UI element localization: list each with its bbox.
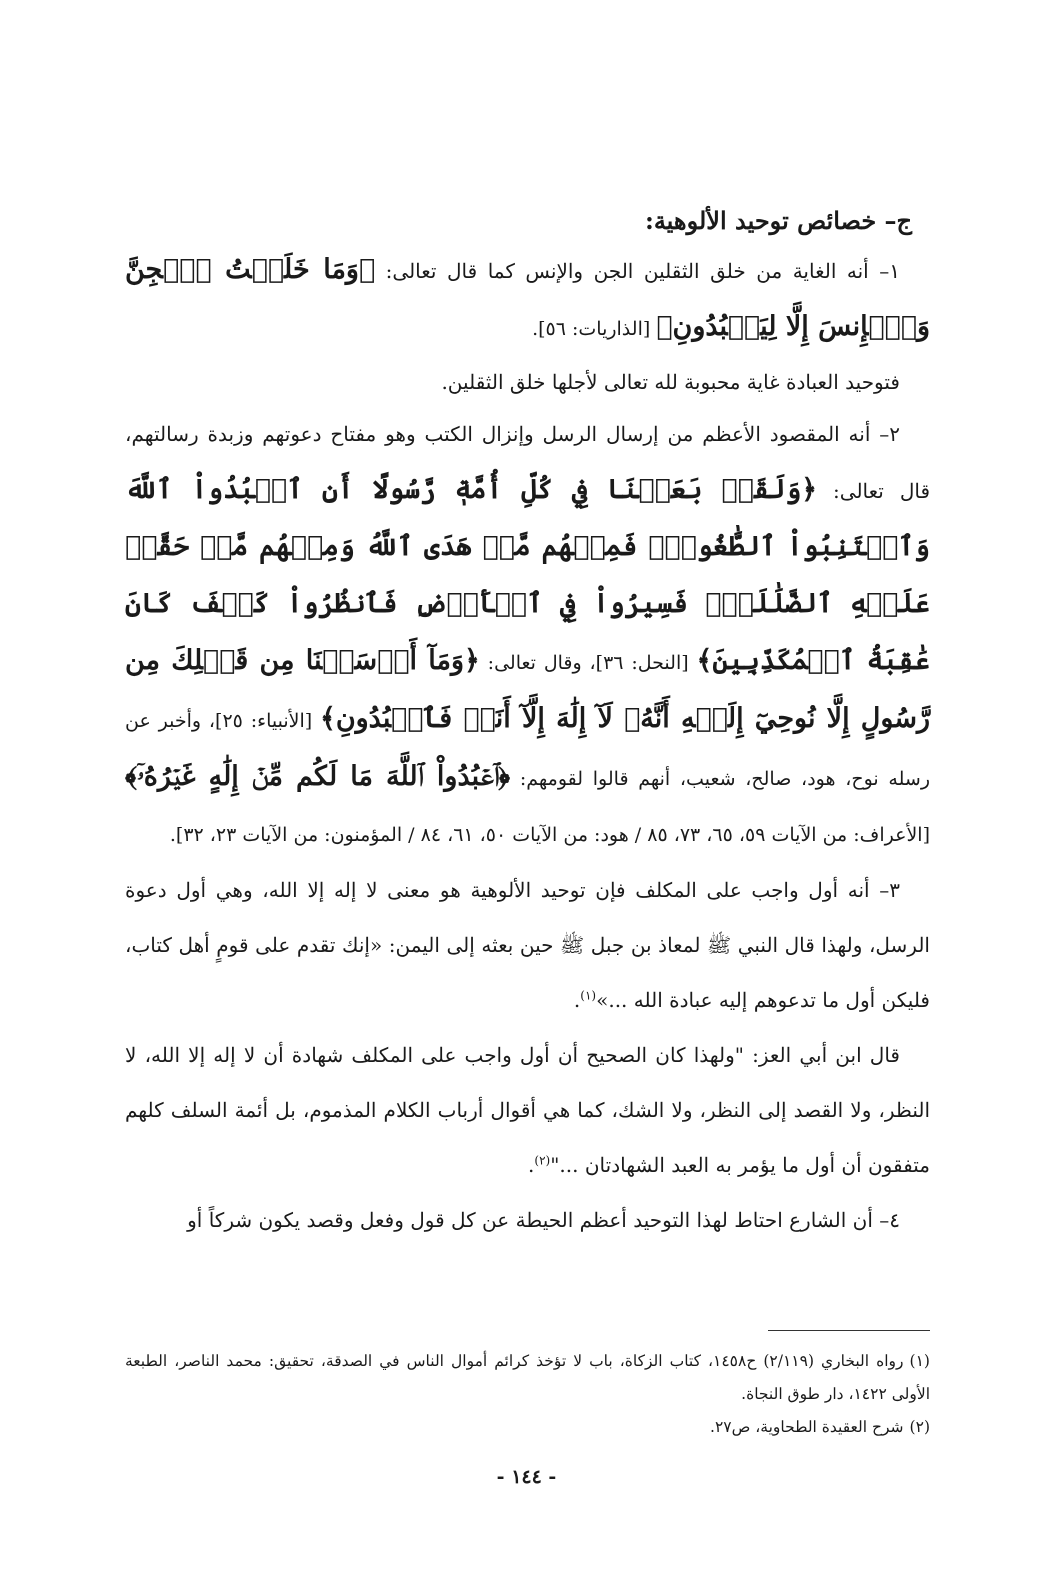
- footnote-number: (٢): [909, 1418, 930, 1436]
- quran-verse-1: ﴿وَمَا خَلَقۡتُ ٱلۡجِنَّ وَٱلۡإِنسَ إِلَّا لِيَعۡبُدُونِ﴾: [125, 254, 930, 342]
- paragraph-3-text: ٢– أنه المقصود الأعظم من إرسال الرسل وإنزال الكتب وهو مفتاح دعوتهم وزبدة رسالتهم، قال تعالى:: [125, 422, 930, 503]
- footnote-separator: [768, 1330, 930, 1331]
- citation-3: [الأنبياء: ٢٥]، وأخبر عن رسله نوح، هود، صالح، شعيب، أنهم قالوا لقومهم:: [125, 710, 930, 790]
- paragraph-2: فتوحيد العبادة غاية محبوبة لله تعالى لأجلها خلق الثقلين.: [441, 370, 900, 394]
- paragraph-5-text: قال ابن أبي العز: "ولهذا كان الصحيح أن أول واجب على المكلف شهادة أن لا إله إلا الله، لا النظر، ولا القصد إلى النظر، ولا الشك، كما هي أقوال أرباب الكلام المذموم، بل أئمة السلف كلهم متفقون أن أول ما يؤمر به العبد الشهادتان ...": [125, 1043, 930, 1177]
- paragraph-6: ٤– أن الشارع احتاط لهذا التوحيد أعظم الحيطة عن كل قول وفعل وقصد يكون شركاً أو: [187, 1208, 900, 1232]
- footnote-text: شرح العقيدة الطحاوية، ص٢٧.: [710, 1418, 904, 1436]
- footnote-ref-2: (٢): [534, 1153, 551, 1168]
- section-heading: ج– خصائص توحيد الألوهية:: [644, 206, 912, 235]
- paragraph-4: [125, 863, 930, 1028]
- paragraph-4-text: ٣– أنه أول واجب على المكلف فإن توحيد الألوهية هو معنى لا إله إلا الله، وهي أول دعوة الرسل، ولهذا قال النبي ﷺ لمعاذ بن جبل ﷺ حين بعثه إلى اليمن: «إنك تقدم على قومٍ أهل كتاب، فليكن أول ما تدعوهم إليه عبادة الله ...»: [125, 878, 930, 1012]
- page-number: - ١٤٤ -: [496, 1466, 557, 1488]
- citation-4: [الأعراف: من الآيات ٥٩، ٦٥، ٧٣، ٨٥ / هود: من الآيات ٥٠، ٦١، ٨٤ / المؤمنون: من الآيات ٢٣، ٣٢].: [169, 824, 930, 846]
- page-body: [125, 200, 930, 1248]
- paragraph-3: [125, 407, 930, 863]
- footnote-ref-1: (١): [580, 988, 597, 1003]
- paragraph-5-end: .: [528, 1153, 535, 1177]
- paragraph-5: [125, 1028, 930, 1193]
- citation-2: [النحل: ٣٦]، وقال تعالى:: [479, 652, 697, 674]
- footnote-1: [125, 1345, 930, 1411]
- footnote-number: (١): [909, 1352, 930, 1370]
- paragraph-1-text: ١– أنه الغاية من خلق الثقلين الجن والإنس كما قال تعالى:: [375, 259, 900, 283]
- footnotes: [125, 1345, 930, 1444]
- quran-verse-4: ﴿ٱعۡبُدُواْ ٱللَّهَ مَا لَكُم مِّنۡ إِلَٰهٍ غَيۡرُهُۥٓ﴾: [125, 761, 511, 792]
- paragraph-1: [125, 242, 930, 357]
- paragraph-4-end: .: [573, 988, 581, 1012]
- footnote-2: [125, 1411, 930, 1444]
- quran-verse-3: ﴿وَمَآ أَرۡسَلۡنَا مِن قَبۡلِكَ مِن رَّسُولٍ إِلَّا نُوحِيٓ إِلَيۡهِ أَنَّهُۥ لَآ إِلَٰهَ إِلَّآ أَنَا۠ فَٱعۡبُدُونِ﴾: [125, 645, 931, 734]
- quran-verse-2: ﴿وَلَقَدۡ بَعَثۡنَا فِي كُلِّ أُمَّةٖ رَّسُولًا أَنِ ٱعۡبُدُواْ ٱللَّهَ وَٱجۡتَنِبُواْ ٱلطَّٰغُوتَۖ فَمِنۡهُم مَّنۡ هَدَى ٱللَّهُ وَمِنۡهُم مَّنۡ حَقَّتۡ عَلَيۡهِ ٱلضَّلَٰلَةُۚ فَسِيرُواْ فِي ٱلۡأَرۡضِ فَٱنظُرُواْ كَيۡفَ كَانَ عَٰقِبَةُ ٱلۡمُكَذِّبِينَ﴾: [125, 474, 930, 676]
- footnote-text: رواه البخاري (٢/١١٩) ح١٤٥٨، كتاب الزكاة، باب لا تؤخذ كرائم أموال الناس في الصدقة، تحقيق: محمد الناصر، الطبعة الأولى ١٤٢٢، دار طوق النجاة.: [125, 1352, 930, 1403]
- citation-1: [الذاريات: ٥٦].: [532, 318, 657, 340]
